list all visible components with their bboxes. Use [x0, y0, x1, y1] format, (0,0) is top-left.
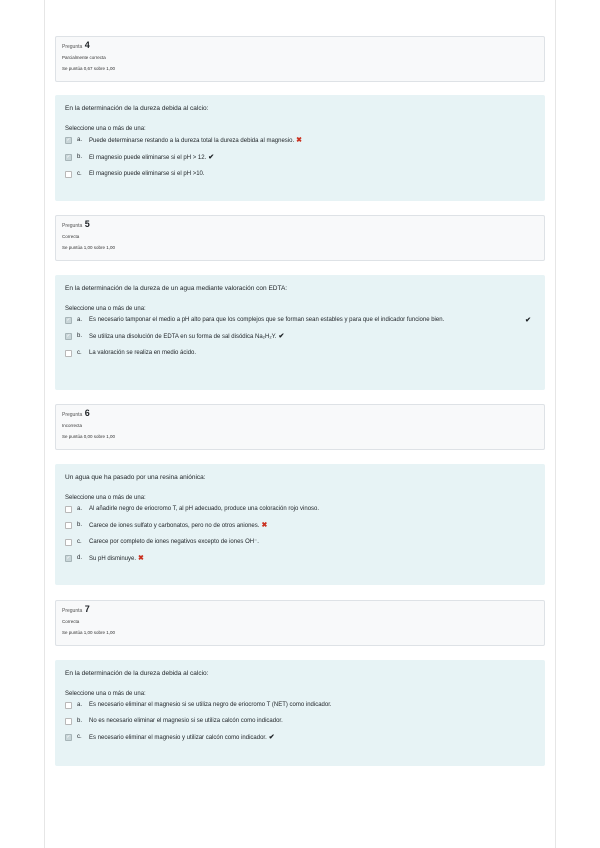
- question-number: [62, 409, 538, 418]
- answer-checkbox[interactable]: [65, 333, 72, 340]
- question-number-value: 7: [84, 604, 90, 614]
- question-info-7: [55, 600, 545, 646]
- question-state: Correcta: [62, 234, 80, 239]
- question-state: Correcta: [62, 619, 80, 624]
- question-prompt: Seleccione una o más de una:: [65, 126, 146, 132]
- answer-list: [65, 701, 535, 743]
- answer-option[interactable]: [65, 349, 535, 358]
- question-number-value: 4: [84, 40, 90, 50]
- correct-icon: ✔: [208, 154, 215, 161]
- question-number: [62, 605, 538, 614]
- answer-letter: c.: [77, 539, 82, 545]
- answer-checkbox[interactable]: [65, 137, 72, 144]
- answer-letter: a.: [77, 702, 83, 708]
- answer-option[interactable]: [65, 153, 535, 163]
- question-state: Parcialmente correcta: [62, 55, 106, 60]
- answer-option[interactable]: [65, 332, 535, 342]
- question-grade: Se puntúa 0,67 sobre 1,00: [62, 66, 116, 71]
- question-label: Pregunta: [62, 44, 83, 50]
- answer-text: [89, 170, 535, 179]
- question-grade: Se puntúa 1,00 sobre 1,00: [62, 245, 116, 250]
- answer-text: [89, 349, 535, 358]
- answer-label: Se utiliza una disolución de EDTA en su forma de sal disódica Na₂H₂Y.: [89, 334, 277, 340]
- answer-text: [89, 701, 535, 710]
- answer-checkbox[interactable]: [65, 522, 72, 529]
- question-number-value: 6: [84, 408, 90, 418]
- answer-text: [89, 717, 535, 726]
- question-prompt: Seleccione una o más de una:: [65, 306, 146, 312]
- answer-label: El magnesio puede eliminarse si el pH >10.: [89, 171, 205, 177]
- question-text: En la determinación de la dureza debida al calcio:: [65, 105, 209, 112]
- answer-text: [89, 505, 535, 514]
- answer-option[interactable]: [65, 733, 535, 743]
- question-prompt: Seleccione una o más de una:: [65, 691, 146, 697]
- answer-option[interactable]: [65, 136, 535, 146]
- correct-icon: ✔: [525, 317, 531, 324]
- question-info-5: [55, 215, 545, 261]
- answer-checkbox[interactable]: [65, 506, 72, 513]
- correct-icon: ✔: [278, 333, 285, 340]
- answer-list: [65, 505, 535, 564]
- question-text: En la determinación de la dureza de un agua mediante valoración con EDTA:: [65, 285, 288, 292]
- answer-checkbox[interactable]: [65, 702, 72, 709]
- correct-icon: ✔: [268, 734, 275, 741]
- question-label: Pregunta: [62, 223, 83, 229]
- answer-checkbox[interactable]: [65, 539, 72, 546]
- answer-checkbox[interactable]: [65, 317, 72, 324]
- answer-letter: d.: [77, 555, 83, 561]
- answer-label: Carece de iones sulfato y carbonatos, pero no de otros aniones.: [89, 523, 260, 529]
- answer-text: [89, 153, 535, 163]
- incorrect-icon: ✖: [261, 522, 268, 529]
- question-text: Un agua que ha pasado por una resina aniónica:: [65, 474, 206, 481]
- answer-text: [89, 733, 535, 743]
- answer-text: [89, 332, 535, 342]
- answer-label: Al añadirle negro de eriocromo T, al pH adecuado, produce una coloración rojo vinoso.: [89, 506, 320, 512]
- answer-label: Su pH disminuye.: [89, 556, 137, 562]
- answer-letter: b.: [77, 718, 83, 724]
- answer-option[interactable]: [65, 554, 535, 564]
- answer-list: [65, 316, 535, 358]
- answer-checkbox[interactable]: [65, 718, 72, 725]
- answer-letter: a.: [77, 137, 83, 143]
- answer-label: Es necesario tamponar el medio a pH alto para que los complejos que se forman sean estables y para que el indicador funcione bien.: [89, 317, 445, 323]
- question-content-4: [55, 95, 545, 201]
- answer-text: [89, 554, 535, 564]
- answer-letter: b.: [77, 522, 83, 528]
- incorrect-icon: ✖: [296, 137, 303, 144]
- question-grade: Se puntúa 1,00 sobre 1,00: [62, 630, 116, 635]
- question-number-value: 5: [84, 219, 90, 229]
- answer-letter: b.: [77, 154, 83, 160]
- answer-text: [89, 538, 535, 547]
- answer-checkbox[interactable]: [65, 154, 72, 161]
- answer-letter: c.: [77, 171, 82, 177]
- answer-text: [89, 316, 535, 325]
- answer-label: Es necesario eliminar el magnesio y utilizar calcón como indicador.: [89, 735, 267, 741]
- answer-letter: a.: [77, 506, 83, 512]
- answer-checkbox[interactable]: [65, 171, 72, 178]
- question-number: [62, 220, 538, 229]
- question-state: Incorrecta: [62, 423, 83, 428]
- question-content-5: [55, 275, 545, 390]
- question-text: En la determinación de la dureza debida al calcio:: [65, 670, 209, 677]
- question-info-6: [55, 404, 545, 450]
- question-label: Pregunta: [62, 412, 83, 418]
- answer-letter: c.: [77, 734, 82, 740]
- answer-label: La valoración se realiza en medio ácido.: [89, 350, 197, 356]
- question-number: [62, 41, 538, 50]
- answer-letter: b.: [77, 333, 83, 339]
- answer-label: Carece por completo de iones negativos excepto de iones OH⁻.: [89, 539, 259, 545]
- question-info-4: [55, 36, 545, 82]
- answer-option[interactable]: [65, 701, 535, 710]
- answer-option[interactable]: [65, 717, 535, 726]
- answer-option[interactable]: [65, 538, 535, 547]
- answer-text: [89, 136, 535, 146]
- answer-letter: c.: [77, 350, 82, 356]
- answer-checkbox[interactable]: [65, 350, 72, 357]
- answer-option[interactable]: [65, 505, 535, 514]
- question-prompt: Seleccione una o más de una:: [65, 495, 146, 501]
- answer-label: Puede determinarse restando a la dureza total la dureza debida al magnesio.: [89, 138, 295, 144]
- incorrect-icon: ✖: [138, 555, 144, 562]
- answer-label: El magnesio puede eliminarse si el pH > 12.: [89, 155, 207, 161]
- answer-letter: a.: [77, 317, 83, 323]
- answer-option[interactable]: [65, 316, 535, 325]
- answer-list: [65, 136, 535, 179]
- answer-label: Es necesario eliminar el magnesio si se utiliza negro de eriocromo T (NET) como indicador.: [89, 702, 332, 708]
- question-content-7: [55, 660, 545, 766]
- answer-checkbox[interactable]: [65, 555, 72, 562]
- answer-label: No es necesario eliminar el magnesio si se utiliza calcón como indicador.: [89, 718, 283, 724]
- question-label: Pregunta: [62, 608, 83, 614]
- question-content-6: [55, 464, 545, 585]
- answer-option[interactable]: [65, 521, 535, 531]
- answer-option[interactable]: [65, 170, 535, 179]
- question-grade: Se puntúa 0,00 sobre 1,00: [62, 434, 116, 439]
- answer-checkbox[interactable]: [65, 734, 72, 741]
- answer-text: [89, 521, 535, 531]
